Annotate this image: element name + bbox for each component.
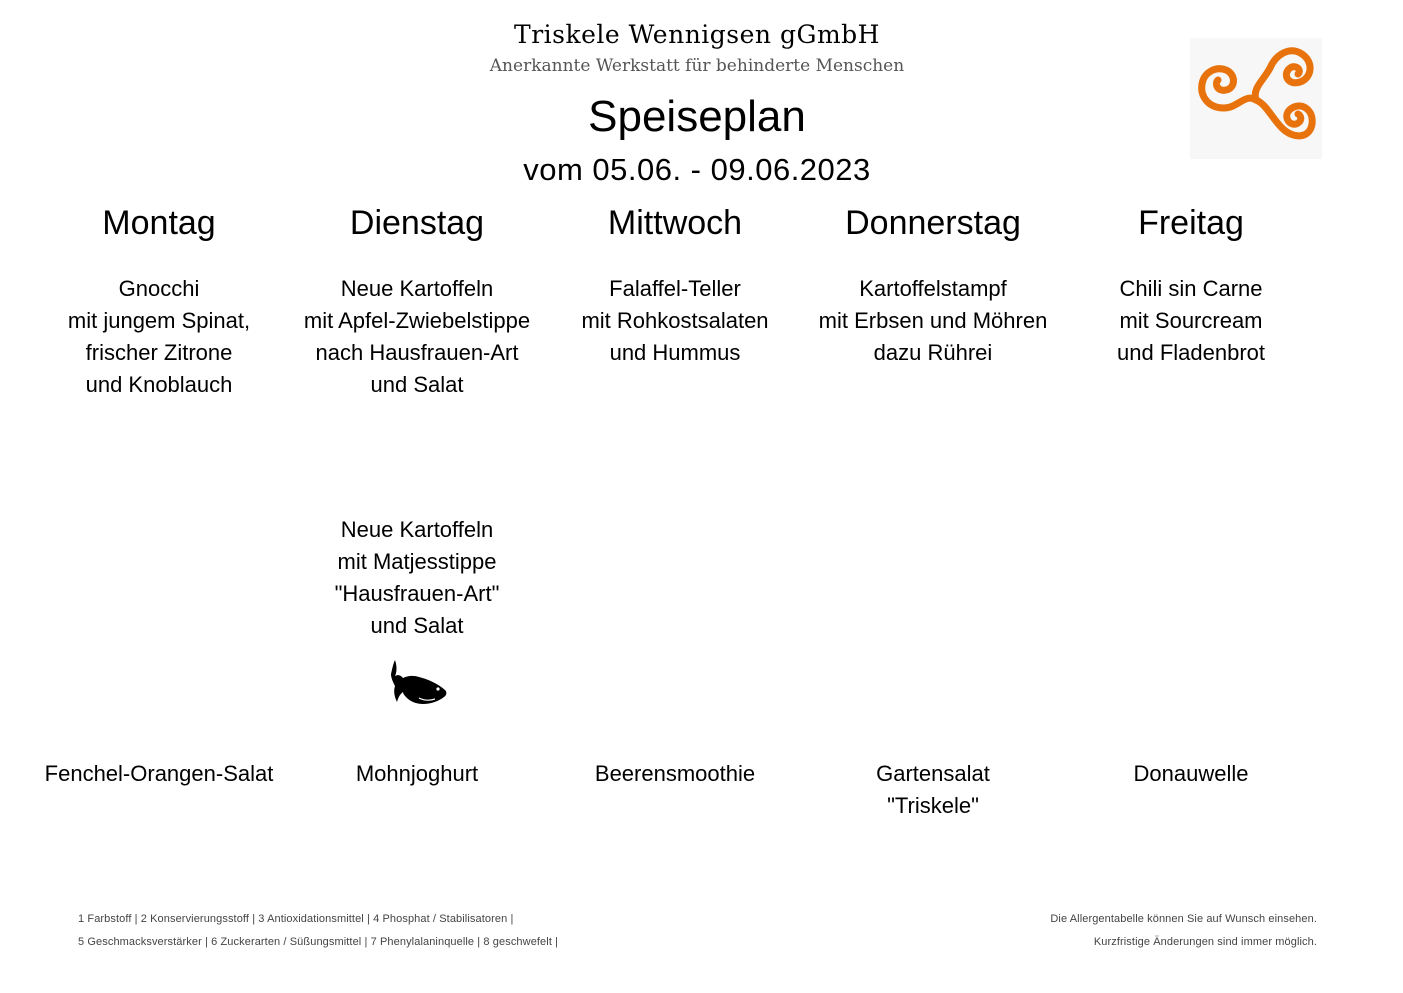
meal-line: mit Apfel-Zwiebelstippe	[303, 308, 531, 333]
meal-line: und Fladenbrot	[1117, 340, 1265, 365]
meal-line: Donauwelle	[1133, 761, 1249, 786]
meal-line: und Hummus	[609, 340, 741, 365]
meal-line: Gnocchi	[118, 276, 200, 301]
alt-dish-dienstag	[288, 514, 546, 642]
meal-line: dazu Rührei	[873, 340, 993, 365]
meal-line: Chili sin Carne	[1119, 276, 1263, 301]
meal-line: Beerensmoothie	[594, 761, 756, 786]
meal-line: mit jungem Spinat,	[67, 308, 251, 333]
main-dish-dienstag	[288, 273, 546, 401]
meal-line: nach Hausfrauen-Art	[315, 340, 519, 365]
fish-icon	[389, 658, 449, 706]
dessert-mittwoch	[546, 758, 804, 790]
meal-line: und Knoblauch	[85, 372, 233, 397]
dessert-montag	[30, 758, 288, 790]
day-header-montag: Montag	[102, 204, 216, 242]
main-dish-montag	[30, 273, 288, 401]
meal-line: Kartoffelstampf	[859, 276, 1007, 301]
meal-line: Mohnjoghurt	[355, 761, 479, 786]
meal-line: Falaffel-Teller	[609, 276, 741, 301]
meal-line: mit Sourcream	[1119, 308, 1263, 333]
dessert-donnerstag	[804, 758, 1062, 822]
changes-note: Kurzfristige Änderungen sind immer möglich.	[1093, 936, 1317, 948]
meal-line: und Salat	[370, 613, 464, 638]
main-dish-donnerstag	[804, 273, 1062, 369]
page-title: Speiseplan	[588, 92, 806, 141]
meal-line: Neue Kartoffeln	[340, 276, 494, 301]
meal-line: Neue Kartoffeln	[340, 517, 494, 542]
meal-line: frischer Zitrone	[85, 340, 233, 365]
meal-line: "Hausfrauen-Art"	[334, 581, 500, 606]
additives-legend-line1: 1 Farbstoff | 2 Konservierungsstoff | 3 Antioxidationsmittel | 4 Phosphat / Stabilisatoren |	[78, 913, 514, 925]
day-header-freitag: Freitag	[1138, 204, 1244, 242]
allergen-note: Die Allergentabelle können Sie auf Wunsch einsehen.	[1050, 913, 1317, 925]
dessert-dienstag	[288, 758, 546, 790]
triskele-logo-icon	[1190, 38, 1322, 159]
meal-line: und Salat	[370, 372, 464, 397]
additives-legend-line2: 5 Geschmacksverstärker | 6 Zuckerarten / Süßungsmittel | 7 Phenylalaninquelle | 8 geschwefelt |	[78, 936, 559, 948]
day-header-dienstag: Dienstag	[349, 204, 485, 242]
main-dish-mittwoch	[546, 273, 804, 369]
date-range: vom 05.06. - 09.06.2023	[523, 152, 871, 187]
company-subtitle: Anerkannte Werkstatt für behinderte Menschen	[489, 56, 905, 76]
meal-line: mit Rohkostsalaten	[581, 308, 769, 333]
day-header-mittwoch: Mittwoch	[607, 204, 743, 242]
meal-line: mit Erbsen und Möhren	[818, 308, 1048, 333]
day-header-donnerstag: Donnerstag	[845, 204, 1021, 242]
meal-line: Fenchel-Orangen-Salat	[44, 761, 274, 786]
main-dish-freitag	[1062, 273, 1320, 369]
meal-line: Gartensalat	[876, 761, 990, 786]
dessert-freitag	[1062, 758, 1320, 790]
company-name: Triskele Wennigsen gGmbH	[514, 20, 880, 49]
meal-line: "Triskele"	[887, 793, 979, 818]
meal-line: mit Matjesstippe	[337, 549, 497, 574]
